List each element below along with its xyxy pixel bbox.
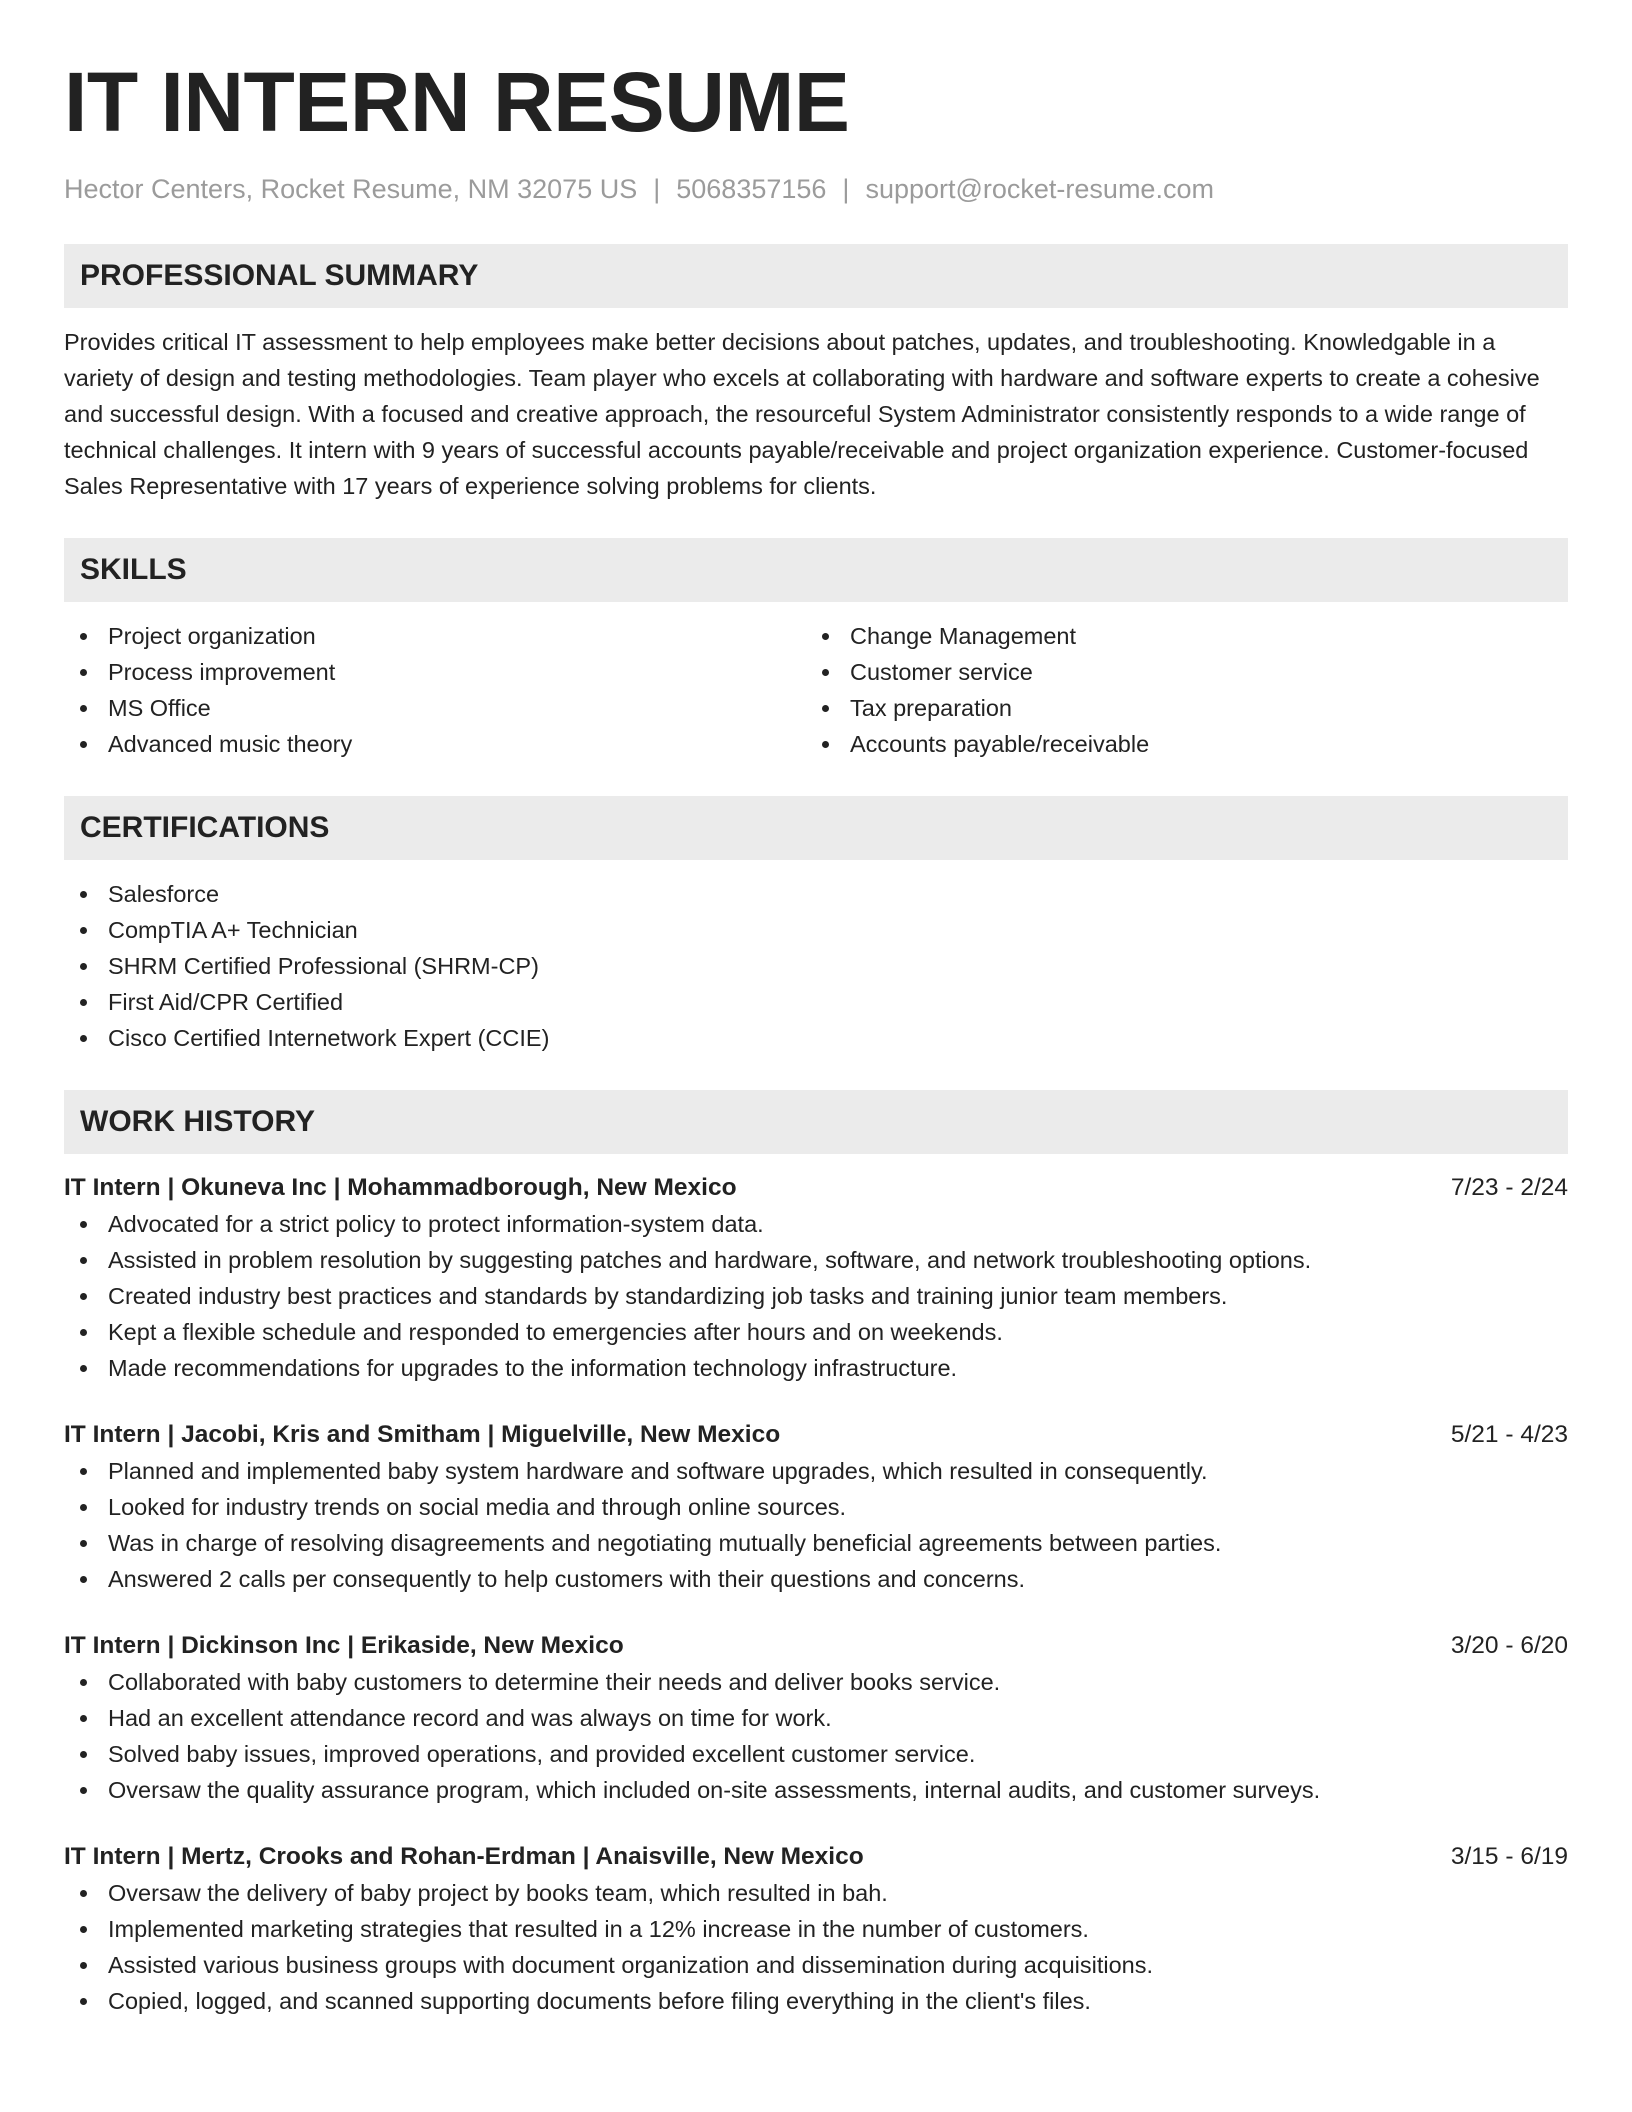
job-header	[64, 1170, 1568, 1206]
contact-line	[64, 172, 1568, 206]
job-bullet: Made recommendations for upgrades to the information technology infrastructure.	[64, 1350, 1568, 1386]
job-entry	[64, 1417, 1568, 1597]
job-bullet: Oversaw the quality assurance program, which included on-site assessments, internal audits, and customer surveys.	[64, 1772, 1568, 1808]
job-entry	[64, 1839, 1568, 2019]
contact-email: support@rocket-resume.com	[865, 174, 1214, 204]
section-header-summary: PROFESSIONAL SUMMARY	[64, 244, 1568, 308]
skills-list	[64, 618, 1568, 762]
job-header	[64, 1628, 1568, 1664]
job-header	[64, 1839, 1568, 1875]
skills-column-right	[806, 618, 1548, 762]
section-header-work-history: WORK HISTORY	[64, 1090, 1568, 1154]
job-bullet: Collaborated with baby customers to determine their needs and deliver books service.	[64, 1664, 1568, 1700]
job-entry	[64, 1170, 1568, 1386]
skill-item: Advanced music theory	[64, 726, 806, 762]
section-header-skills: SKILLS	[64, 538, 1568, 602]
skill-item: Project organization	[64, 618, 806, 654]
skill-item: Accounts payable/receivable	[806, 726, 1548, 762]
job-bullet: Solved baby issues, improved operations, and provided excellent customer service.	[64, 1736, 1568, 1772]
job-bullet: Answered 2 calls per consequently to help customers with their questions and concerns.	[64, 1561, 1568, 1597]
certification-item: SHRM Certified Professional (SHRM-CP)	[64, 948, 1568, 984]
job-entry	[64, 1628, 1568, 1808]
skill-item: Change Management	[806, 618, 1548, 654]
contact-separator: |	[842, 174, 850, 204]
job-dates: 5/21 - 4/23	[1450, 1421, 1568, 1448]
job-bullet: Oversaw the delivery of baby project by books team, which resulted in bah.	[64, 1875, 1568, 1911]
job-bullet: Implemented marketing strategies that resulted in a 12% increase in the number of customers.	[64, 1911, 1568, 1947]
certifications-list	[64, 876, 1568, 1056]
skill-item: Process improvement	[64, 654, 806, 690]
job-bullets	[64, 1453, 1568, 1597]
job-dates: 3/20 - 6/20	[1450, 1632, 1568, 1659]
section-header-certifications: CERTIFICATIONS	[64, 796, 1568, 860]
job-dates: 7/23 - 2/24	[1450, 1174, 1568, 1201]
certification-item: First Aid/CPR Certified	[64, 984, 1568, 1020]
contact-phone: 5068357156	[676, 174, 827, 204]
contact-separator: |	[653, 174, 661, 204]
job-bullet: Created industry best practices and standards by standardizing job tasks and training junior team members.	[64, 1278, 1568, 1314]
resume-page	[64, 0, 1568, 2019]
job-bullet: Looked for industry trends on social media and through online sources.	[64, 1489, 1568, 1525]
job-dates: 3/15 - 6/19	[1450, 1843, 1568, 1870]
job-bullets	[64, 1664, 1568, 1808]
job-bullets	[64, 1875, 1568, 2019]
certification-item: Cisco Certified Internetwork Expert (CCIE)	[64, 1020, 1568, 1056]
job-bullet: Assisted various business groups with document organization and dissemination during acquisitions.	[64, 1947, 1568, 1983]
job-title: IT Intern | Jacobi, Kris and Smitham | Miguelville, New Mexico	[64, 1421, 781, 1448]
skill-item: MS Office	[64, 690, 806, 726]
certification-item: CompTIA A+ Technician	[64, 912, 1568, 948]
job-bullet: Assisted in problem resolution by suggesting patches and hardware, software, and network troubleshooting options.	[64, 1242, 1568, 1278]
job-bullet: Advocated for a strict policy to protect information-system data.	[64, 1206, 1568, 1242]
job-bullet: Kept a flexible schedule and responded to emergencies after hours and on weekends.	[64, 1314, 1568, 1350]
skill-item: Customer service	[806, 654, 1548, 690]
job-bullet: Copied, logged, and scanned supporting documents before filing everything in the client's files.	[64, 1983, 1568, 2019]
job-bullet: Planned and implemented baby system hardware and software upgrades, which resulted in consequently.	[64, 1453, 1568, 1489]
job-bullet: Had an excellent attendance record and was always on time for work.	[64, 1700, 1568, 1736]
job-bullets	[64, 1206, 1568, 1386]
summary-text: Provides critical IT assessment to help employees make better decisions about patches, updates, and troubleshooting. Knowledgable in a variety of design and testing methodologies. Team player who excels at collaborating with hardware and software experts to create a cohesive and successful design. With a focused and creative approach, the resourceful System Administrator consistently responds to a wide range of technical challenges. It intern with 9 years of successful accounts payable/receivable and project organization experience. Customer-focused Sales Representative with 17 years of experience solving problems for clients.	[64, 329, 1540, 499]
certification-item: Salesforce	[64, 876, 1568, 912]
page-title: IT INTERN RESUME	[64, 55, 850, 149]
job-bullet: Was in charge of resolving disagreements and negotiating mutually beneficial agreements between parties.	[64, 1525, 1568, 1561]
job-title: IT Intern | Okuneva Inc | Mohammadborough, New Mexico	[64, 1174, 737, 1201]
job-header	[64, 1417, 1568, 1453]
skills-column-left	[64, 618, 806, 762]
skill-item: Tax preparation	[806, 690, 1548, 726]
job-title: IT Intern | Dickinson Inc | Erikaside, New Mexico	[64, 1632, 624, 1659]
contact-address: Hector Centers, Rocket Resume, NM 32075 US	[64, 174, 638, 204]
job-title: IT Intern | Mertz, Crooks and Rohan-Erdman | Anaisville, New Mexico	[64, 1843, 864, 1870]
